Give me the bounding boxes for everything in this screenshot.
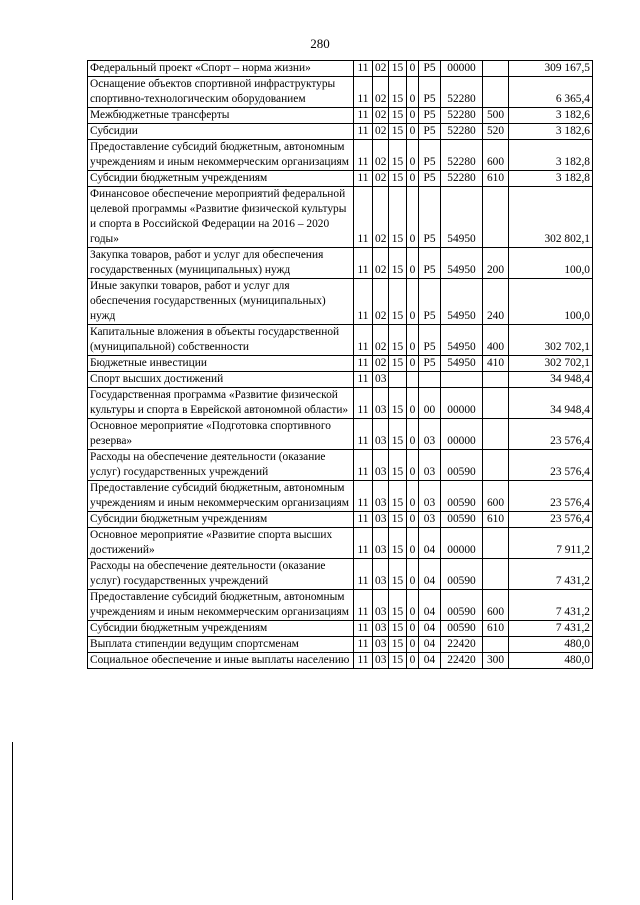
row-subprogram: 0 <box>407 512 419 528</box>
row-direction: 52280 <box>441 108 483 124</box>
row-expense-type <box>483 559 509 590</box>
table-row <box>88 279 593 325</box>
row-activity: 04 <box>419 637 441 653</box>
row-chapter: 11 <box>354 325 373 356</box>
row-direction: 00590 <box>441 590 483 621</box>
row-expense-type <box>483 388 509 419</box>
row-amount: 100,0 <box>509 279 593 325</box>
table-row <box>88 77 593 108</box>
row-amount: 34 948,4 <box>509 372 593 388</box>
row-subprogram: 0 <box>407 171 419 187</box>
row-section: 03 <box>373 621 389 637</box>
row-amount: 23 576,4 <box>509 419 593 450</box>
row-subprogram: 0 <box>407 248 419 279</box>
row-amount: 302 702,1 <box>509 325 593 356</box>
row-subprogram: 0 <box>407 61 419 77</box>
row-direction: 00000 <box>441 419 483 450</box>
row-subprogram: 0 <box>407 653 419 669</box>
row-chapter: 11 <box>354 481 373 512</box>
row-activity: P5 <box>419 124 441 140</box>
row-chapter: 11 <box>354 171 373 187</box>
row-direction: 00590 <box>441 559 483 590</box>
row-direction: 52280 <box>441 171 483 187</box>
row-section: 03 <box>373 388 389 419</box>
row-amount: 3 182,6 <box>509 124 593 140</box>
row-direction: 52280 <box>441 140 483 171</box>
table-row <box>88 419 593 450</box>
row-name: Оснащение объектов спортивной инфраструктуры спортивно-технологическим оборудованием <box>88 77 354 108</box>
table-row <box>88 124 593 140</box>
row-activity: 04 <box>419 559 441 590</box>
row-subprogram: 0 <box>407 637 419 653</box>
row-activity: 04 <box>419 528 441 559</box>
row-section: 03 <box>373 528 389 559</box>
row-expense-type: 240 <box>483 279 509 325</box>
row-name: Финансовое обеспечение мероприятий федеральной целевой программы «Развитие физической культуры и спорта в Российской Федерации на 2016 – 2020 годы» <box>88 187 354 248</box>
row-direction: 52280 <box>441 77 483 108</box>
row-program: 15 <box>389 559 407 590</box>
table-row <box>88 356 593 372</box>
row-section: 02 <box>373 171 389 187</box>
row-amount: 7 431,2 <box>509 621 593 637</box>
row-chapter: 11 <box>354 248 373 279</box>
row-amount: 302 702,1 <box>509 356 593 372</box>
table-row <box>88 325 593 356</box>
row-expense-type: 400 <box>483 325 509 356</box>
table-row <box>88 171 593 187</box>
row-direction: 00590 <box>441 481 483 512</box>
row-program: 15 <box>389 512 407 528</box>
row-name: Государственная программа «Развитие физической культуры и спорта в Еврейской автономной области» <box>88 388 354 419</box>
row-program: 15 <box>389 187 407 248</box>
row-chapter: 11 <box>354 372 373 388</box>
row-chapter: 11 <box>354 528 373 559</box>
row-activity: P5 <box>419 248 441 279</box>
row-activity: 04 <box>419 653 441 669</box>
row-program: 15 <box>389 77 407 108</box>
row-subprogram: 0 <box>407 124 419 140</box>
row-subprogram: 0 <box>407 187 419 248</box>
row-section: 03 <box>373 559 389 590</box>
row-section: 03 <box>373 637 389 653</box>
row-amount: 480,0 <box>509 653 593 669</box>
row-name: Расходы на обеспечение деятельности (оказание услуг) государственных учреждений <box>88 559 354 590</box>
row-activity: P5 <box>419 187 441 248</box>
row-activity: 03 <box>419 419 441 450</box>
row-program: 15 <box>389 481 407 512</box>
row-section: 02 <box>373 356 389 372</box>
budget-table-body <box>88 61 593 669</box>
row-section: 03 <box>373 481 389 512</box>
row-section: 02 <box>373 108 389 124</box>
row-activity: P5 <box>419 171 441 187</box>
row-amount: 302 802,1 <box>509 187 593 248</box>
row-expense-type: 600 <box>483 481 509 512</box>
row-subprogram: 0 <box>407 450 419 481</box>
row-program: 15 <box>389 419 407 450</box>
row-direction: 00000 <box>441 528 483 559</box>
row-subprogram: 0 <box>407 356 419 372</box>
row-activity: 04 <box>419 621 441 637</box>
row-subprogram <box>407 372 419 388</box>
row-activity: P5 <box>419 140 441 171</box>
row-chapter: 11 <box>354 621 373 637</box>
row-amount: 3 182,8 <box>509 171 593 187</box>
row-section: 02 <box>373 61 389 77</box>
row-name: Закупка товаров, работ и услуг для обеспечения государственных (муниципальных) нужд <box>88 248 354 279</box>
row-program: 15 <box>389 637 407 653</box>
row-activity: 00 <box>419 388 441 419</box>
row-program: 15 <box>389 248 407 279</box>
table-row <box>88 450 593 481</box>
row-amount: 7 431,2 <box>509 559 593 590</box>
table-row <box>88 187 593 248</box>
row-name: Предоставление субсидий бюджетным, автономным учреждениям и иным некоммерческим организациям <box>88 590 354 621</box>
row-program: 15 <box>389 124 407 140</box>
row-direction: 00000 <box>441 388 483 419</box>
row-chapter: 11 <box>354 77 373 108</box>
row-chapter: 11 <box>354 140 373 171</box>
row-section: 03 <box>373 653 389 669</box>
row-subprogram: 0 <box>407 388 419 419</box>
row-program: 15 <box>389 171 407 187</box>
row-amount: 100,0 <box>509 248 593 279</box>
row-activity: P5 <box>419 61 441 77</box>
row-expense-type <box>483 637 509 653</box>
row-amount: 3 182,6 <box>509 108 593 124</box>
row-subprogram: 0 <box>407 77 419 108</box>
row-chapter: 11 <box>354 637 373 653</box>
row-subprogram: 0 <box>407 528 419 559</box>
row-name: Федеральный проект «Спорт – норма жизни» <box>88 61 354 77</box>
row-expense-type: 610 <box>483 512 509 528</box>
row-program: 15 <box>389 653 407 669</box>
row-activity: 03 <box>419 512 441 528</box>
row-section: 02 <box>373 140 389 171</box>
row-program <box>389 372 407 388</box>
row-section: 02 <box>373 279 389 325</box>
row-section: 03 <box>373 450 389 481</box>
row-expense-type: 520 <box>483 124 509 140</box>
row-amount: 309 167,5 <box>509 61 593 77</box>
row-program: 15 <box>389 590 407 621</box>
row-direction: 54950 <box>441 279 483 325</box>
row-amount: 34 948,4 <box>509 388 593 419</box>
row-name: Социальное обеспечение и иные выплаты населению <box>88 653 354 669</box>
row-direction: 54950 <box>441 356 483 372</box>
row-expense-type: 200 <box>483 248 509 279</box>
row-subprogram: 0 <box>407 140 419 171</box>
row-subprogram: 0 <box>407 590 419 621</box>
row-section: 02 <box>373 124 389 140</box>
row-direction <box>441 372 483 388</box>
table-row <box>88 653 593 669</box>
row-name: Расходы на обеспечение деятельности (оказание услуг) государственных учреждений <box>88 450 354 481</box>
row-chapter: 11 <box>354 419 373 450</box>
row-expense-type: 410 <box>483 356 509 372</box>
row-section: 03 <box>373 419 389 450</box>
row-subprogram: 0 <box>407 325 419 356</box>
row-program: 15 <box>389 356 407 372</box>
row-name: Иные закупки товаров, работ и услуг для обеспечения государственных (муниципальных) нужд <box>88 279 354 325</box>
row-name: Бюджетные инвестиции <box>88 356 354 372</box>
row-name: Субсидии <box>88 124 354 140</box>
row-expense-type: 610 <box>483 171 509 187</box>
row-section: 03 <box>373 590 389 621</box>
row-name: Основное мероприятие «Развитие спорта высших достижений» <box>88 528 354 559</box>
row-name: Капитальные вложения в объекты государственной (муниципальной) собственности <box>88 325 354 356</box>
row-expense-type: 600 <box>483 590 509 621</box>
row-expense-type <box>483 419 509 450</box>
row-chapter: 11 <box>354 61 373 77</box>
table-row <box>88 637 593 653</box>
row-chapter: 11 <box>354 356 373 372</box>
row-amount: 7 431,2 <box>509 590 593 621</box>
row-name: Межбюджетные трансферты <box>88 108 354 124</box>
row-amount: 23 576,4 <box>509 512 593 528</box>
row-direction: 54950 <box>441 325 483 356</box>
table-row <box>88 388 593 419</box>
row-direction: 22420 <box>441 653 483 669</box>
row-name: Спорт высших достижений <box>88 372 354 388</box>
row-name: Основное мероприятие «Подготовка спортивного резерва» <box>88 419 354 450</box>
row-subprogram: 0 <box>407 621 419 637</box>
row-program: 15 <box>389 108 407 124</box>
table-row <box>88 372 593 388</box>
row-activity: P5 <box>419 77 441 108</box>
row-section: 02 <box>373 187 389 248</box>
row-name: Субсидии бюджетным учреждениям <box>88 621 354 637</box>
row-expense-type: 300 <box>483 653 509 669</box>
table-row <box>88 61 593 77</box>
row-direction: 54950 <box>441 248 483 279</box>
row-chapter: 11 <box>354 450 373 481</box>
table-row <box>88 590 593 621</box>
row-program: 15 <box>389 528 407 559</box>
row-chapter: 11 <box>354 559 373 590</box>
row-subprogram: 0 <box>407 279 419 325</box>
row-expense-type <box>483 372 509 388</box>
row-program: 15 <box>389 279 407 325</box>
budget-table <box>87 60 593 669</box>
row-program: 15 <box>389 621 407 637</box>
row-name: Выплата стипендии ведущим спортсменам <box>88 637 354 653</box>
row-amount: 3 182,8 <box>509 140 593 171</box>
row-section: 03 <box>373 512 389 528</box>
row-direction: 00590 <box>441 512 483 528</box>
row-amount: 23 576,4 <box>509 481 593 512</box>
row-section: 02 <box>373 248 389 279</box>
row-name: Субсидии бюджетным учреждениям <box>88 512 354 528</box>
row-expense-type: 610 <box>483 621 509 637</box>
row-chapter: 11 <box>354 124 373 140</box>
row-direction: 00000 <box>441 61 483 77</box>
row-name: Предоставление субсидий бюджетным, автономным учреждениям и иным некоммерческим организациям <box>88 481 354 512</box>
row-expense-type: 600 <box>483 140 509 171</box>
table-row <box>88 528 593 559</box>
row-chapter: 11 <box>354 653 373 669</box>
row-direction: 00590 <box>441 450 483 481</box>
row-activity: 03 <box>419 450 441 481</box>
row-expense-type <box>483 187 509 248</box>
row-activity: P5 <box>419 279 441 325</box>
row-direction: 54950 <box>441 187 483 248</box>
table-row <box>88 559 593 590</box>
row-chapter: 11 <box>354 388 373 419</box>
row-subprogram: 0 <box>407 559 419 590</box>
row-expense-type <box>483 61 509 77</box>
table-row <box>88 248 593 279</box>
row-subprogram: 0 <box>407 419 419 450</box>
row-amount: 480,0 <box>509 637 593 653</box>
row-activity <box>419 372 441 388</box>
row-chapter: 11 <box>354 187 373 248</box>
row-direction: 52280 <box>441 124 483 140</box>
row-expense-type <box>483 450 509 481</box>
row-program: 15 <box>389 61 407 77</box>
table-row <box>88 621 593 637</box>
row-section: 02 <box>373 325 389 356</box>
row-chapter: 11 <box>354 590 373 621</box>
row-activity: P5 <box>419 108 441 124</box>
row-subprogram: 0 <box>407 481 419 512</box>
page-number: 280 <box>310 36 330 51</box>
table-row <box>88 481 593 512</box>
table-row <box>88 108 593 124</box>
row-program: 15 <box>389 140 407 171</box>
row-section: 03 <box>373 372 389 388</box>
row-activity: P5 <box>419 356 441 372</box>
row-chapter: 11 <box>354 512 373 528</box>
row-name: Субсидии бюджетным учреждениям <box>88 171 354 187</box>
row-section: 02 <box>373 77 389 108</box>
row-expense-type <box>483 77 509 108</box>
table-row <box>88 512 593 528</box>
row-chapter: 11 <box>354 108 373 124</box>
row-amount: 6 365,4 <box>509 77 593 108</box>
margin-line <box>12 742 13 900</box>
row-name: Предоставление субсидий бюджетным, автономным учреждениям и иным некоммерческим организациям <box>88 140 354 171</box>
row-subprogram: 0 <box>407 108 419 124</box>
row-activity: 03 <box>419 481 441 512</box>
row-direction: 00590 <box>441 621 483 637</box>
row-amount: 23 576,4 <box>509 450 593 481</box>
row-activity: 04 <box>419 590 441 621</box>
table-row <box>88 140 593 171</box>
row-program: 15 <box>389 450 407 481</box>
row-program: 15 <box>389 388 407 419</box>
row-expense-type <box>483 528 509 559</box>
row-program: 15 <box>389 325 407 356</box>
row-direction: 22420 <box>441 637 483 653</box>
row-amount: 7 911,2 <box>509 528 593 559</box>
row-activity: P5 <box>419 325 441 356</box>
row-chapter: 11 <box>354 279 373 325</box>
row-expense-type: 500 <box>483 108 509 124</box>
